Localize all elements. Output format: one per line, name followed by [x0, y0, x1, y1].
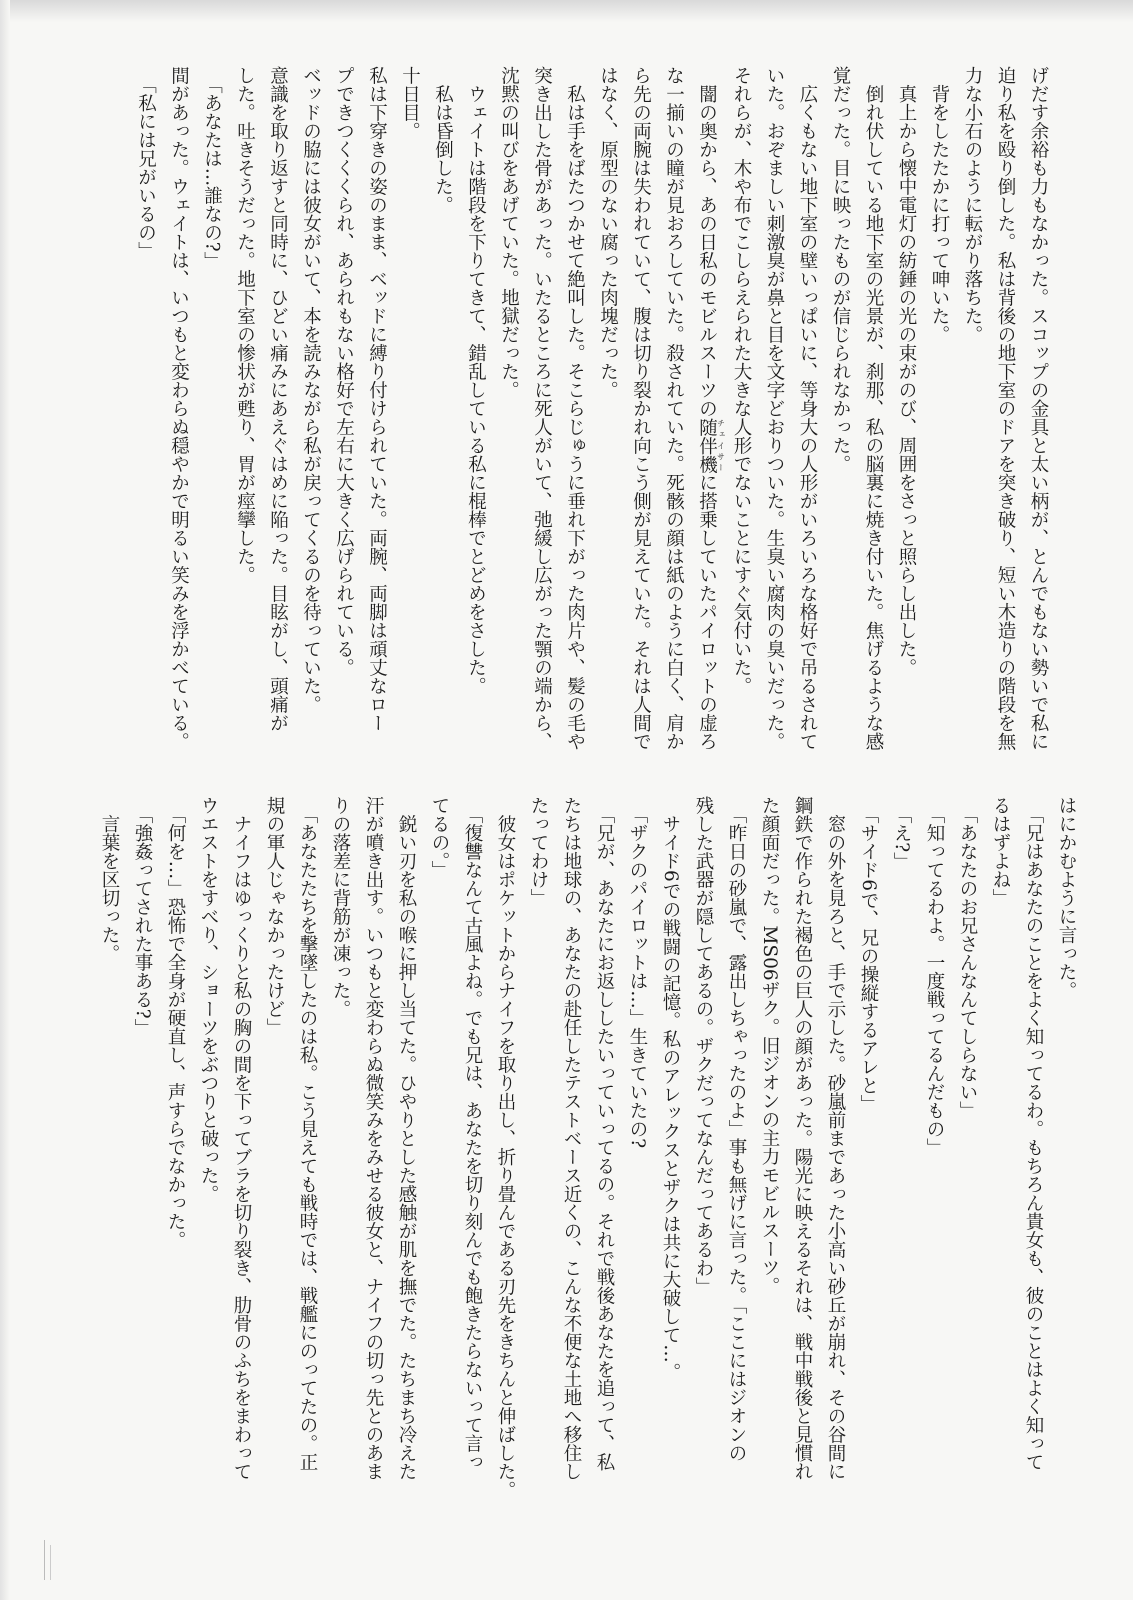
text-line: 規の軍人じゃなかったけど」 [264, 796, 285, 1037]
text-line: 「昨日の砂嵐で、露出しちゃったのよ」事も無げに言った。「ここにはジオンの [726, 796, 747, 1462]
ruby-text: チェイサー [716, 417, 726, 473]
text-line: 迫り私を殴り倒した。私は背後の地下室のドアを突き破り、短い木造りの階段を無 [995, 66, 1016, 751]
ruby-base: 随伴機 [696, 417, 718, 473]
text-line: 「サイド6で、兄の操縦するアレと」 [858, 796, 879, 1114]
text-line: 言葉を区切った。 [99, 796, 120, 963]
text-line: げだす余裕も力もなかった。スコップの金具と太い柄が、とんでもない勢いで私に [1028, 66, 1049, 751]
text-line: 「あなたは…誰なの?」 [201, 66, 223, 271]
text-segment: 闇の奥から、あの日私のモビルスーツの [696, 66, 718, 418]
text-line: それらが、木や布でこしらえられた大きな人形でないことにすぐ気付いた。 [731, 66, 752, 695]
text-line: ベッドの脇には彼女がいて、本を読みながら私が戻ってくるのを待っていた。 [300, 66, 322, 714]
scan-edge-left [0, 0, 10, 1600]
text-line: ナイフはゆっくりと私の胸の間を下ってブラを切り裂き、肋骨のふちをまわって [231, 796, 252, 1481]
text-line: 鋼鉄で作られた褐色の巨人の顔があった。陽光に映えるそれは、戦中戦後と見慣れ [792, 796, 813, 1481]
text-line: 倒れ伏している地下室の光景が、刹那、私の脳裏に焼き付いた。焦げるような感 [863, 66, 884, 751]
text-line: 「ザクのパイロットは…」生きていたの? [627, 796, 648, 1149]
text-line: 窓の外を見ろと、手で示した。砂嵐前まであった小高い砂丘が崩れ、その谷間に [825, 796, 846, 1481]
text-line: 「強姦ってされた事ある?」 [132, 796, 153, 1038]
text-line: サイド6での戦闘の記憶。私のアレックスとザクは共に大破して…。 [660, 796, 681, 1382]
text-line: 真上から懐中電灯の紡錘の光の束がのび、周囲をさっと照らし出した。 [896, 66, 917, 677]
text-line: 「何を…」恐怖で全身が硬直し、声すらでなかった。 [165, 796, 186, 1250]
text-line: 彼女はポケットからナイフを取り出し、折り畳んである刃先をきちんと伸ばした。 [495, 796, 516, 1499]
text-line: 「復讐なんて古風よね。でも兄は、あなたを切り刻んでも飽きたらないって言っ [462, 796, 483, 1472]
text-line: 意識を取り返すと同時に、ひどい痛みにあえぐはめに陥った。目眩がし、頭痛が [267, 66, 289, 732]
text-line: 「知ってるわよ。一度戦ってるんだもの」 [924, 796, 945, 1157]
text-line [691, 66, 726, 781]
text-line: プできつくくくられ、あられもない格好で左右に大きく広げられている。 [333, 66, 355, 677]
text-line: 力な小石のように転がり落ちた。 [962, 66, 983, 344]
text-line: はにかむように言った。 [1056, 796, 1077, 1000]
scan-edge-top [0, 0, 1133, 22]
text-line: 汗が噴き出す。いつもと変わらぬ微笑みをみせる彼女と、ナイフの切っ先とのあま [363, 796, 384, 1481]
text-line: いた。おぞましい刺激臭が鼻と目を文字どおりついた。生臭い腐肉の臭いだった。 [764, 66, 785, 751]
scan-mark [50, 1545, 51, 1580]
scan-mark [44, 1540, 45, 1580]
text-line: 「あなたのお兄さんなんてしらない」 [957, 796, 978, 1120]
text-line: はなく、原型のない腐った肉塊だった。 [597, 66, 619, 399]
text-line: した。吐きそうだった。地下室の惨状が甦り、胃が痙攣した。 [234, 66, 256, 584]
text-line: 間があった。ウェイトは、いつもと変わらぬ穏やかで明るい笑みを浮かべている。 [168, 66, 190, 751]
text-line: 広くもない地下室の壁いっぱいに、等身大の人形がいろいろな格好で吊るされて [797, 66, 818, 751]
text-block-bottom [93, 796, 1083, 1516]
text-line: 私は下穿きの姿のまま、ベッドに縛り付けられていた。両腕、両脚は頑丈なロー [366, 66, 388, 732]
text-line: ウェイトは階段を下りてきて、錯乱している私に棍棒でとどめをさした。 [465, 66, 487, 695]
text-line: 残した武器が隠してあるの。ザクだってなんだってあるわ」 [693, 796, 714, 1296]
text-line: たちは地球の、あなたの赴任したテストベース近くの、こんな不便な土地へ移住し [561, 796, 582, 1481]
text-line: 覚だった。目に映ったものが信じられなかった。 [830, 66, 851, 473]
text-line: た顔面だった。MS06ザク。旧ジオンの主力モビルスーツ。 [759, 796, 780, 1296]
text-line: てるの。」 [429, 796, 450, 880]
text-block-top [130, 66, 1056, 781]
text-line: 「あなたたちを撃墜したのは私。こう見えても戦時では、戦艦にのってたの。正 [297, 796, 318, 1472]
text-line: な一揃いの瞳が見おろしていた。殺されていた。死骸の顔は紙のように白く、肩か [663, 66, 685, 751]
text-line: たってわけ」 [528, 796, 549, 907]
text-line: るはずよね」 [990, 796, 1011, 907]
text-line: 十日目。 [399, 66, 421, 140]
text-line: 突き出した骨があった。いたるところに死人がいて、弛緩し広がった顎の端から、 [531, 66, 553, 751]
text-line: りの落差に背筋が凍った。 [330, 796, 351, 1018]
text-line: 「え?」 [891, 796, 912, 871]
text-segment: に搭乗していたパイロットの虚ろ [696, 473, 718, 751]
text-line: 鋭い刃を私の喉に押し当てた。ひやりとした感触が肌を撫でた。たちまち冷えた [396, 796, 417, 1481]
text-line: ウエストをすべり、ショーツをぶつりと破った。 [198, 796, 219, 1203]
text-line: 私は手をばたつかせて絶叫した。そこらじゅうに垂れ下がった肉片や、髪の毛や [564, 66, 586, 751]
text-line: 「兄はあなたのことをよく知ってるわ。もちろん貴女も、彼のことはよく知って [1023, 796, 1044, 1472]
text-line: 私は昏倒した。 [432, 66, 454, 214]
text-line: ら先の両腕は失われていて、腹は切り裂かれ向こう側が見えていた。それは人間で [630, 66, 652, 751]
text-line: 沈黙の叫びをあげていた。地獄だった。 [498, 66, 520, 399]
ruby-annotation [696, 417, 726, 474]
text-line: 「私には兄がいるの」 [135, 66, 157, 261]
text-line: 「兄が、あなたにお返ししたいっていってるの。それで戦後あなたを追って、私 [594, 796, 615, 1472]
text-line: 背をしたたかに打って呻いた。 [929, 66, 950, 344]
